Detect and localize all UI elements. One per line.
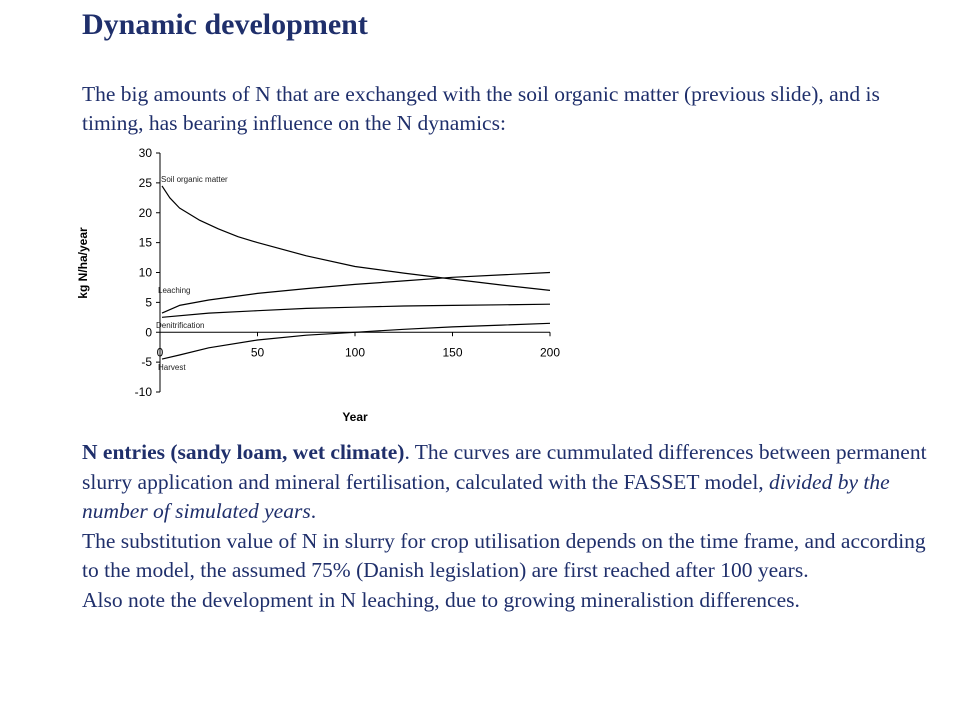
series-lines xyxy=(162,186,550,359)
slide-title: Dynamic development xyxy=(82,8,368,41)
leaching-paragraph: Also note the development in N leaching, due to growing mineralistion differences. xyxy=(82,587,800,612)
y-tick-label: -10 xyxy=(134,385,152,399)
label-denitrification: Denitrification xyxy=(156,321,205,330)
y-tick-label: 20 xyxy=(138,205,152,220)
y-axis xyxy=(135,146,160,399)
series-labels xyxy=(156,175,228,372)
intro-text: The big amounts of N that are exchanged with the soil organic matter (previous slide), and is timing, has bearing influence on the N dynamics: xyxy=(82,82,880,135)
label-harvest: Harvest xyxy=(158,363,186,372)
x-tick-label: 100 xyxy=(344,345,366,360)
substitution-paragraph: The substitution value of N in slurry for crop utilisation depends on the time frame, and according to the model, the assumed 75% (Danish legislation) are first reached after 100 years. xyxy=(82,528,926,582)
y-tick-label: 10 xyxy=(138,265,152,280)
series-line-denitrification xyxy=(162,304,550,317)
y-tick-label: 5 xyxy=(145,295,152,310)
caption-rest: . The curves are cummulated differences between permanent slurry application and mineral fertilisation, calculated with the FASSET model, xyxy=(82,440,927,494)
x-axis xyxy=(157,332,561,359)
caption-italic: divided by the number of simulated years xyxy=(82,469,890,523)
y-tick-label: 30 xyxy=(138,146,152,160)
caption-paragraph xyxy=(82,438,942,527)
x-tick-label: 150 xyxy=(442,345,463,360)
x-tick-label: 50 xyxy=(250,345,265,360)
y-tick-label: 15 xyxy=(138,235,152,250)
nitrogen-dynamics-chart xyxy=(70,140,590,430)
y-tick-label: -5 xyxy=(141,355,152,370)
series-line-soil-organic-matter xyxy=(162,186,550,291)
x-axis-title: Year xyxy=(342,410,368,424)
label-soil-organic-matter: Soil organic matter xyxy=(161,175,228,184)
x-tick-label: 0 xyxy=(156,345,164,360)
y-axis-title: kg N/ha/year xyxy=(76,227,90,299)
body-text xyxy=(82,438,942,615)
caption-bold: N entries (sandy loam, wet climate) xyxy=(82,440,405,464)
label-leaching: Leaching xyxy=(158,286,191,295)
y-tick-label: 0 xyxy=(145,325,152,340)
caption-end: . xyxy=(310,499,317,523)
x-tick-label: 200 xyxy=(539,345,561,360)
y-tick-label: 25 xyxy=(138,175,152,190)
